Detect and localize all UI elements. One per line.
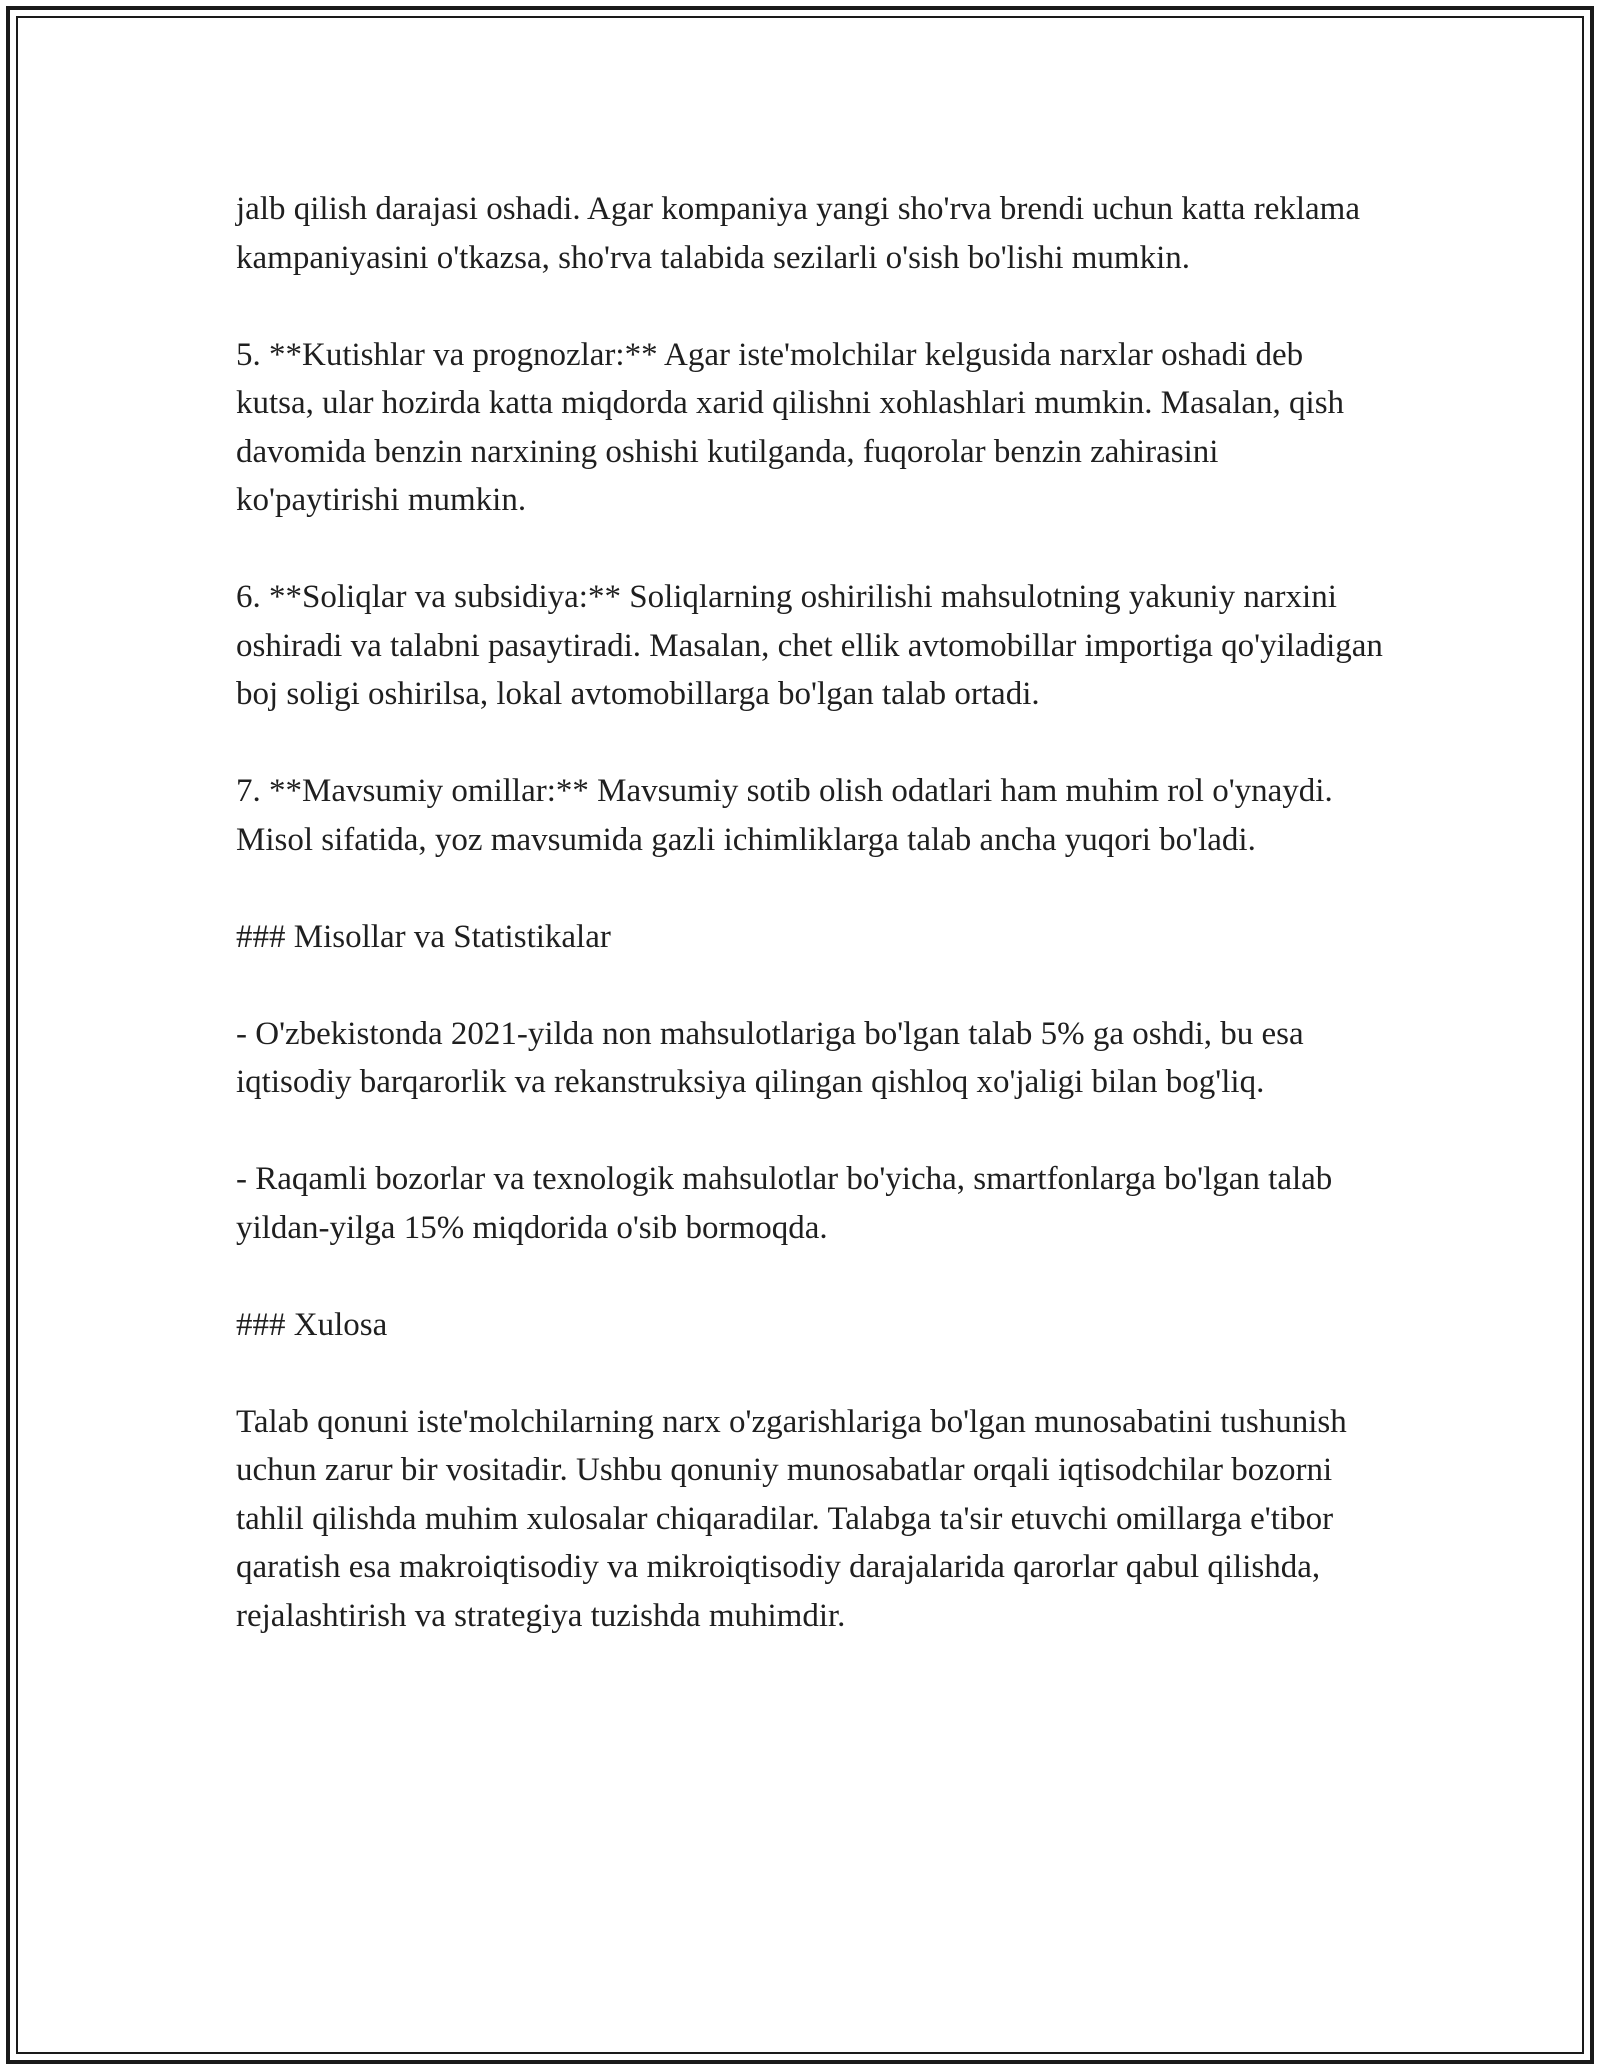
document-body [236, 185, 1386, 1640]
paragraph-conclusion: Talab qonuni iste'molchilarning narx o'zgarishlariga bo'lgan munosabatini tushunish uchun zarur bir vositadir. Ushbu qonuniy munosabatlar orqali iqtisodchilar bozorni tahlil qilishda muhim xulosalar chiqaradilar. Talabga ta'sir etuvchi omillarga e'tibor qaratish esa makroiqtisodiy va mikroiqtisodiy darajalarida qarorlar qabul qilishda, rejalashtirish va strategiya tuzishda muhimdir. [236, 1403, 1347, 1634]
paragraph-seasonal-factors: 7. **Mavsumiy omillar:** Mavsumiy sotib olish odatlari ham muhim rol o'ynaydi. Misol sifatida, yoz mavsumida gazli ichimliklarga talab ancha yuqori bo'ladi. [236, 773, 1333, 858]
paragraph-expectations: 5. **Kutishlar va prognozlar:** Agar iste'molchilar kelgusida narxlar oshadi deb kutsa, ular hozirda katta miqdorda xarid qilishni xohlashlari mumkin. Masalan, qish davomida benzin narxining oshishi kutilganda, fuqorolar benzin zahirasini ko'paytirishi mumkin. [236, 336, 1345, 518]
list-item-bread-demand: - O'zbekistonda 2021-yilda non mahsulotlariga bo'lgan talab 5% ga oshdi, bu esa iqtisodiy barqarorlik va rekanstruksiya qilingan qishloq xo'jaligi bilan bog'liq. [236, 1015, 1304, 1100]
list-item-smartphone-demand: - Raqamli bozorlar va texnologik mahsulotlar bo'yicha, smartfonlarga bo'lgan talab yildan-yilga 15% miqdorida o'sib bormoqda. [236, 1161, 1333, 1246]
paragraph-taxes-subsidies: 6. **Soliqlar va subsidiya:** Soliqlarning oshirilishi mahsulotning yakuniy narxini oshiradi va talabni pasaytiradi. Masalan, chet ellik avtomobillar importiga qo'yiladigan boj soligi oshirilsa, lokal avtomobillarga bo'lgan talab ortadi. [236, 579, 1383, 712]
heading-conclusion: ### Xulosa [236, 1306, 388, 1343]
heading-examples-statistics: ### Misollar va Statistikalar [236, 918, 611, 955]
paragraph-advertising-continuation: jalb qilish darajasi oshadi. Agar kompaniya yangi sho'rva brendi uchun katta reklama kampaniyasini o'tkazsa, sho'rva talabida sezilarli o'sish bo'lishi mumkin. [236, 191, 1360, 276]
